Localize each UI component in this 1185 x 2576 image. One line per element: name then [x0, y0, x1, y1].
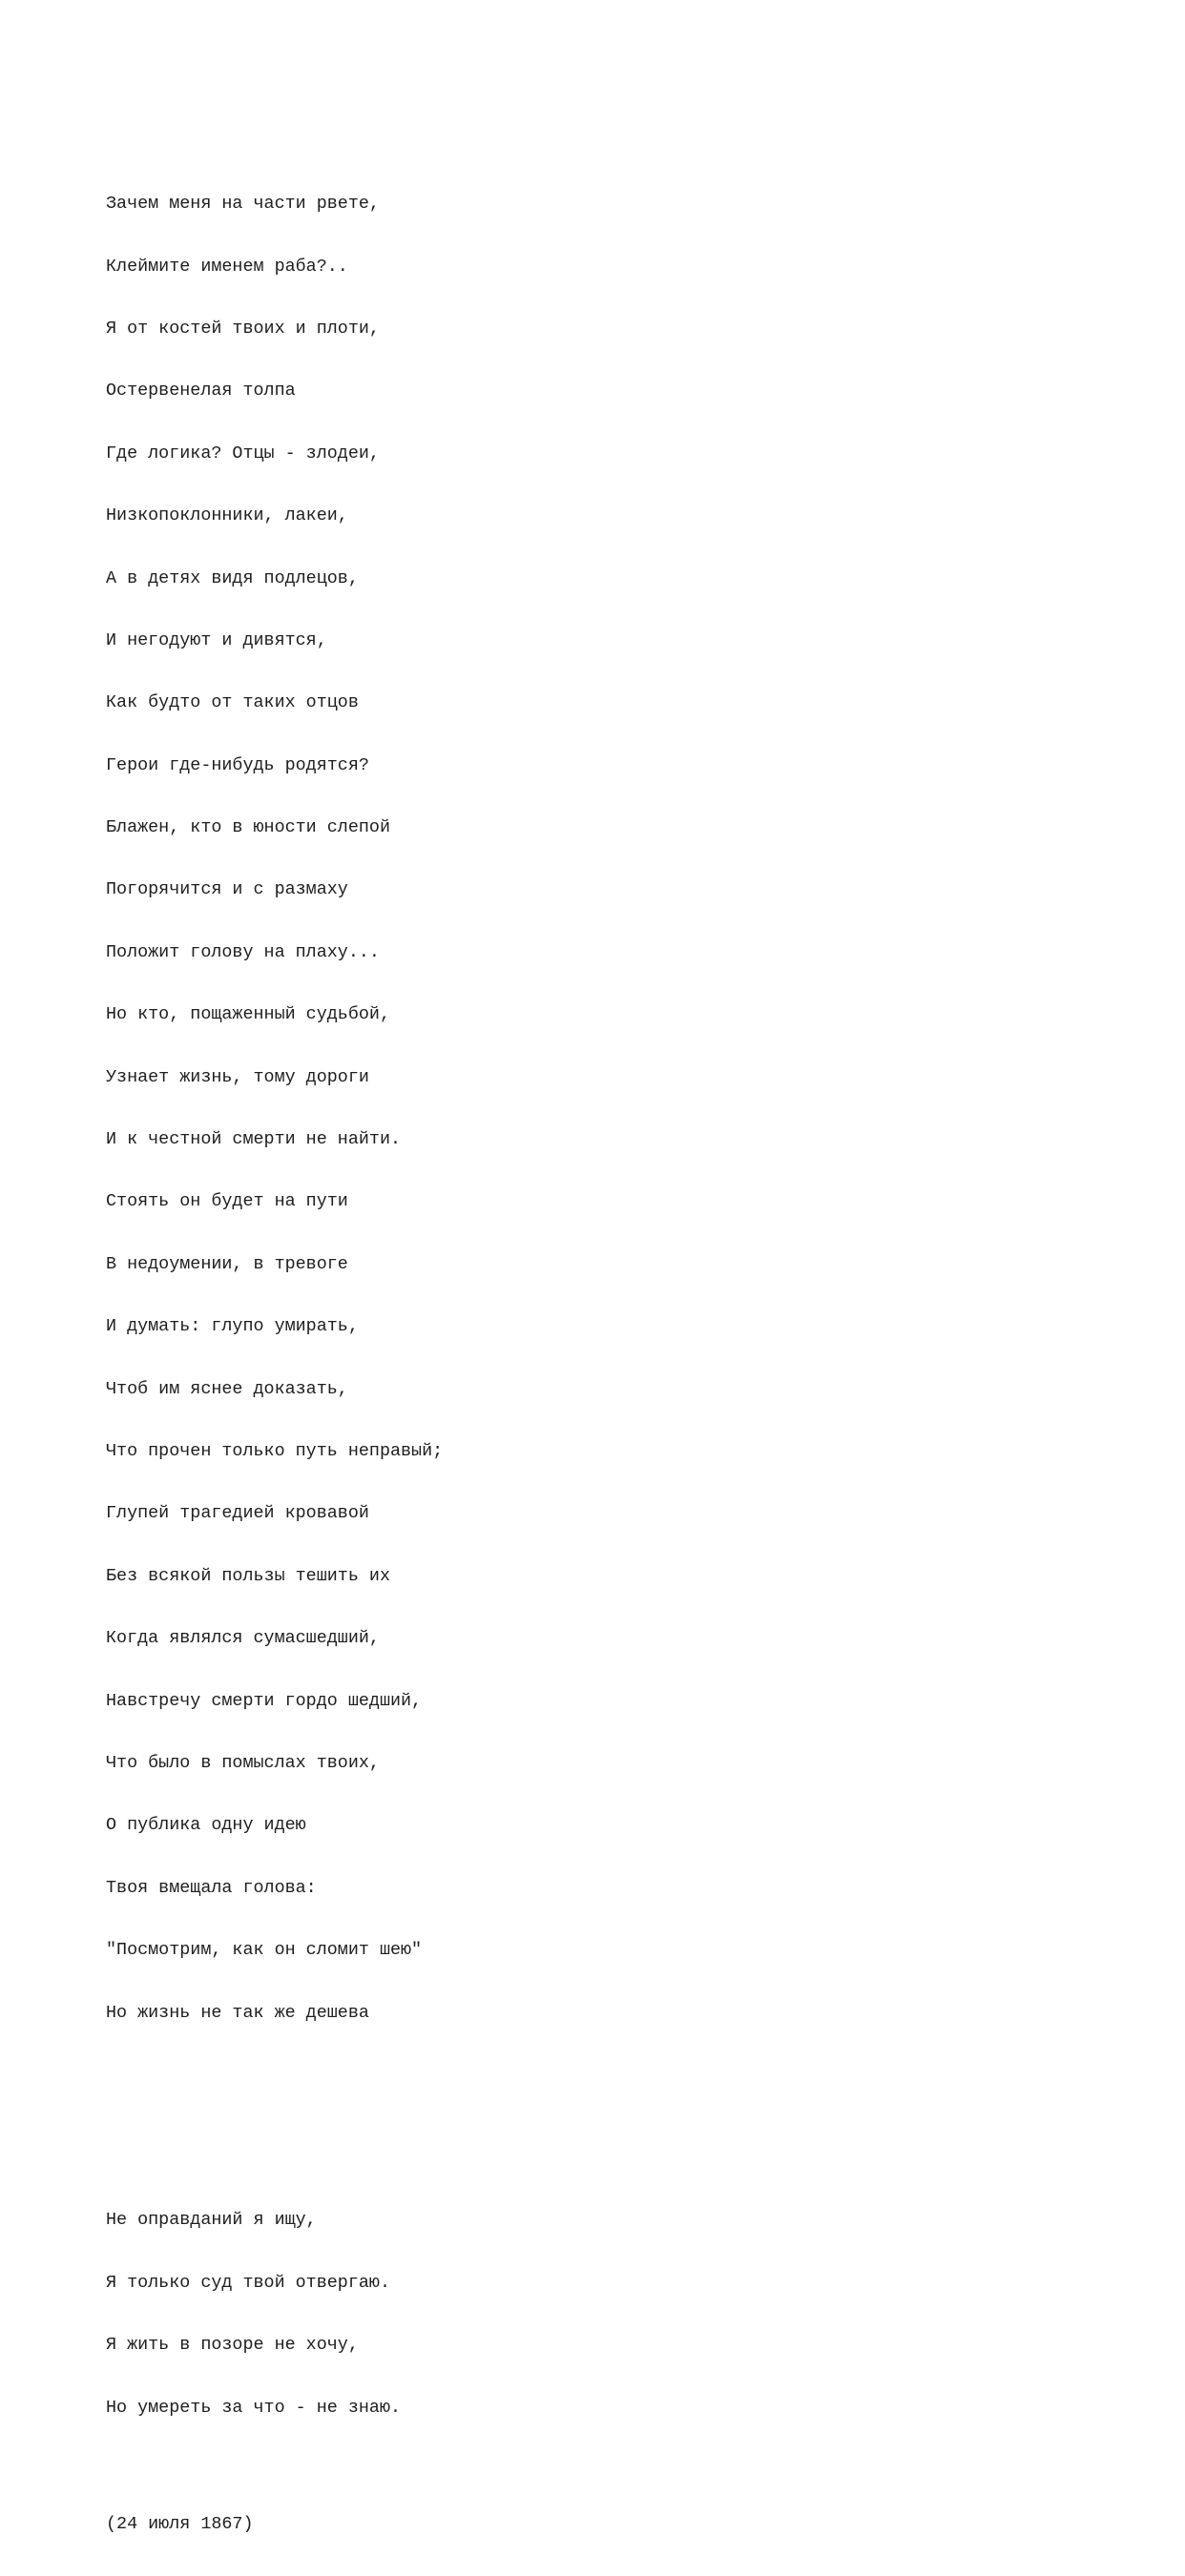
poem-line: И к честной смерти не найти. — [106, 1129, 402, 1150]
poem-line: Как будто от таких отцов — [106, 692, 359, 713]
poem-line: В недоумении, в тревоге — [106, 1253, 348, 1274]
poem-line: Погорячится и с размаху — [106, 879, 348, 900]
poem-line: Герои где-нибудь родятся? — [106, 754, 369, 775]
poem-line: О публика одну идею — [106, 1815, 306, 1836]
poem-date: (24 июля 1867) — [106, 2513, 254, 2534]
poem-line: Но кто, пощаженный судьбой, — [106, 1004, 390, 1025]
poem-line: Навстречу смерти гордо шедший, — [106, 1690, 423, 1711]
poem-line: Узнает жизнь, тому дороги — [106, 1066, 369, 1087]
poem-line: Остервенелая толпа — [106, 381, 296, 402]
poem-line: Где логика? Отцы - злодеи, — [106, 443, 380, 464]
stanza-break — [106, 2107, 1117, 2128]
poem-line: Когда являлся сумасшедший, — [106, 1628, 380, 1649]
poem-line: А в детях видя подлецов, — [106, 567, 359, 588]
poem-line: Блажен, кто в юности слепой — [106, 817, 390, 838]
stanza-1 — [106, 153, 1117, 2065]
poem-line: Не оправданий я ищу, — [106, 2210, 317, 2231]
poem-line: Что прочен только путь неправый; — [106, 1441, 444, 1461]
poem-line: Что было в помыслах твоих, — [106, 1752, 380, 1773]
poem-line: Но умереть за что - не знаю. — [106, 2397, 402, 2418]
poem-line: Я жить в позоре не хочу, — [106, 2335, 359, 2356]
poem-line: Положит голову на плаху... — [106, 941, 380, 962]
poem-line: Чтоб им яснее доказать, — [106, 1378, 348, 1399]
poem-line: Низкопоклонники, лакеи, — [106, 505, 348, 526]
poem-line: "Посмотрим, как он сломит шею" — [106, 1940, 423, 1961]
poem-line: И думать: глупо умирать, — [106, 1316, 359, 1337]
poem-text — [106, 111, 1117, 2576]
poem-line: Я от костей твоих и плоти, — [106, 318, 380, 339]
poem-line: Стоять он будет на пути — [106, 1191, 348, 1212]
stanza-2 — [106, 2169, 1117, 2460]
poem-line: Клеймите именем раба?.. — [106, 256, 348, 277]
poem-line: Зачем меня на части рвете, — [106, 194, 380, 215]
poem-line: Я только суд твой отвергаю. — [106, 2272, 390, 2293]
poem-line: Но жизнь не так же дешева — [106, 2002, 369, 2023]
poem-line: И негодуют и дивятся, — [106, 629, 327, 650]
poem-line: Без всякой пользы тешить их — [106, 1565, 390, 1586]
poem-line: Твоя вмещала голова: — [106, 1877, 317, 1898]
poem-line: Глупей трагедией кровавой — [106, 1503, 369, 1524]
